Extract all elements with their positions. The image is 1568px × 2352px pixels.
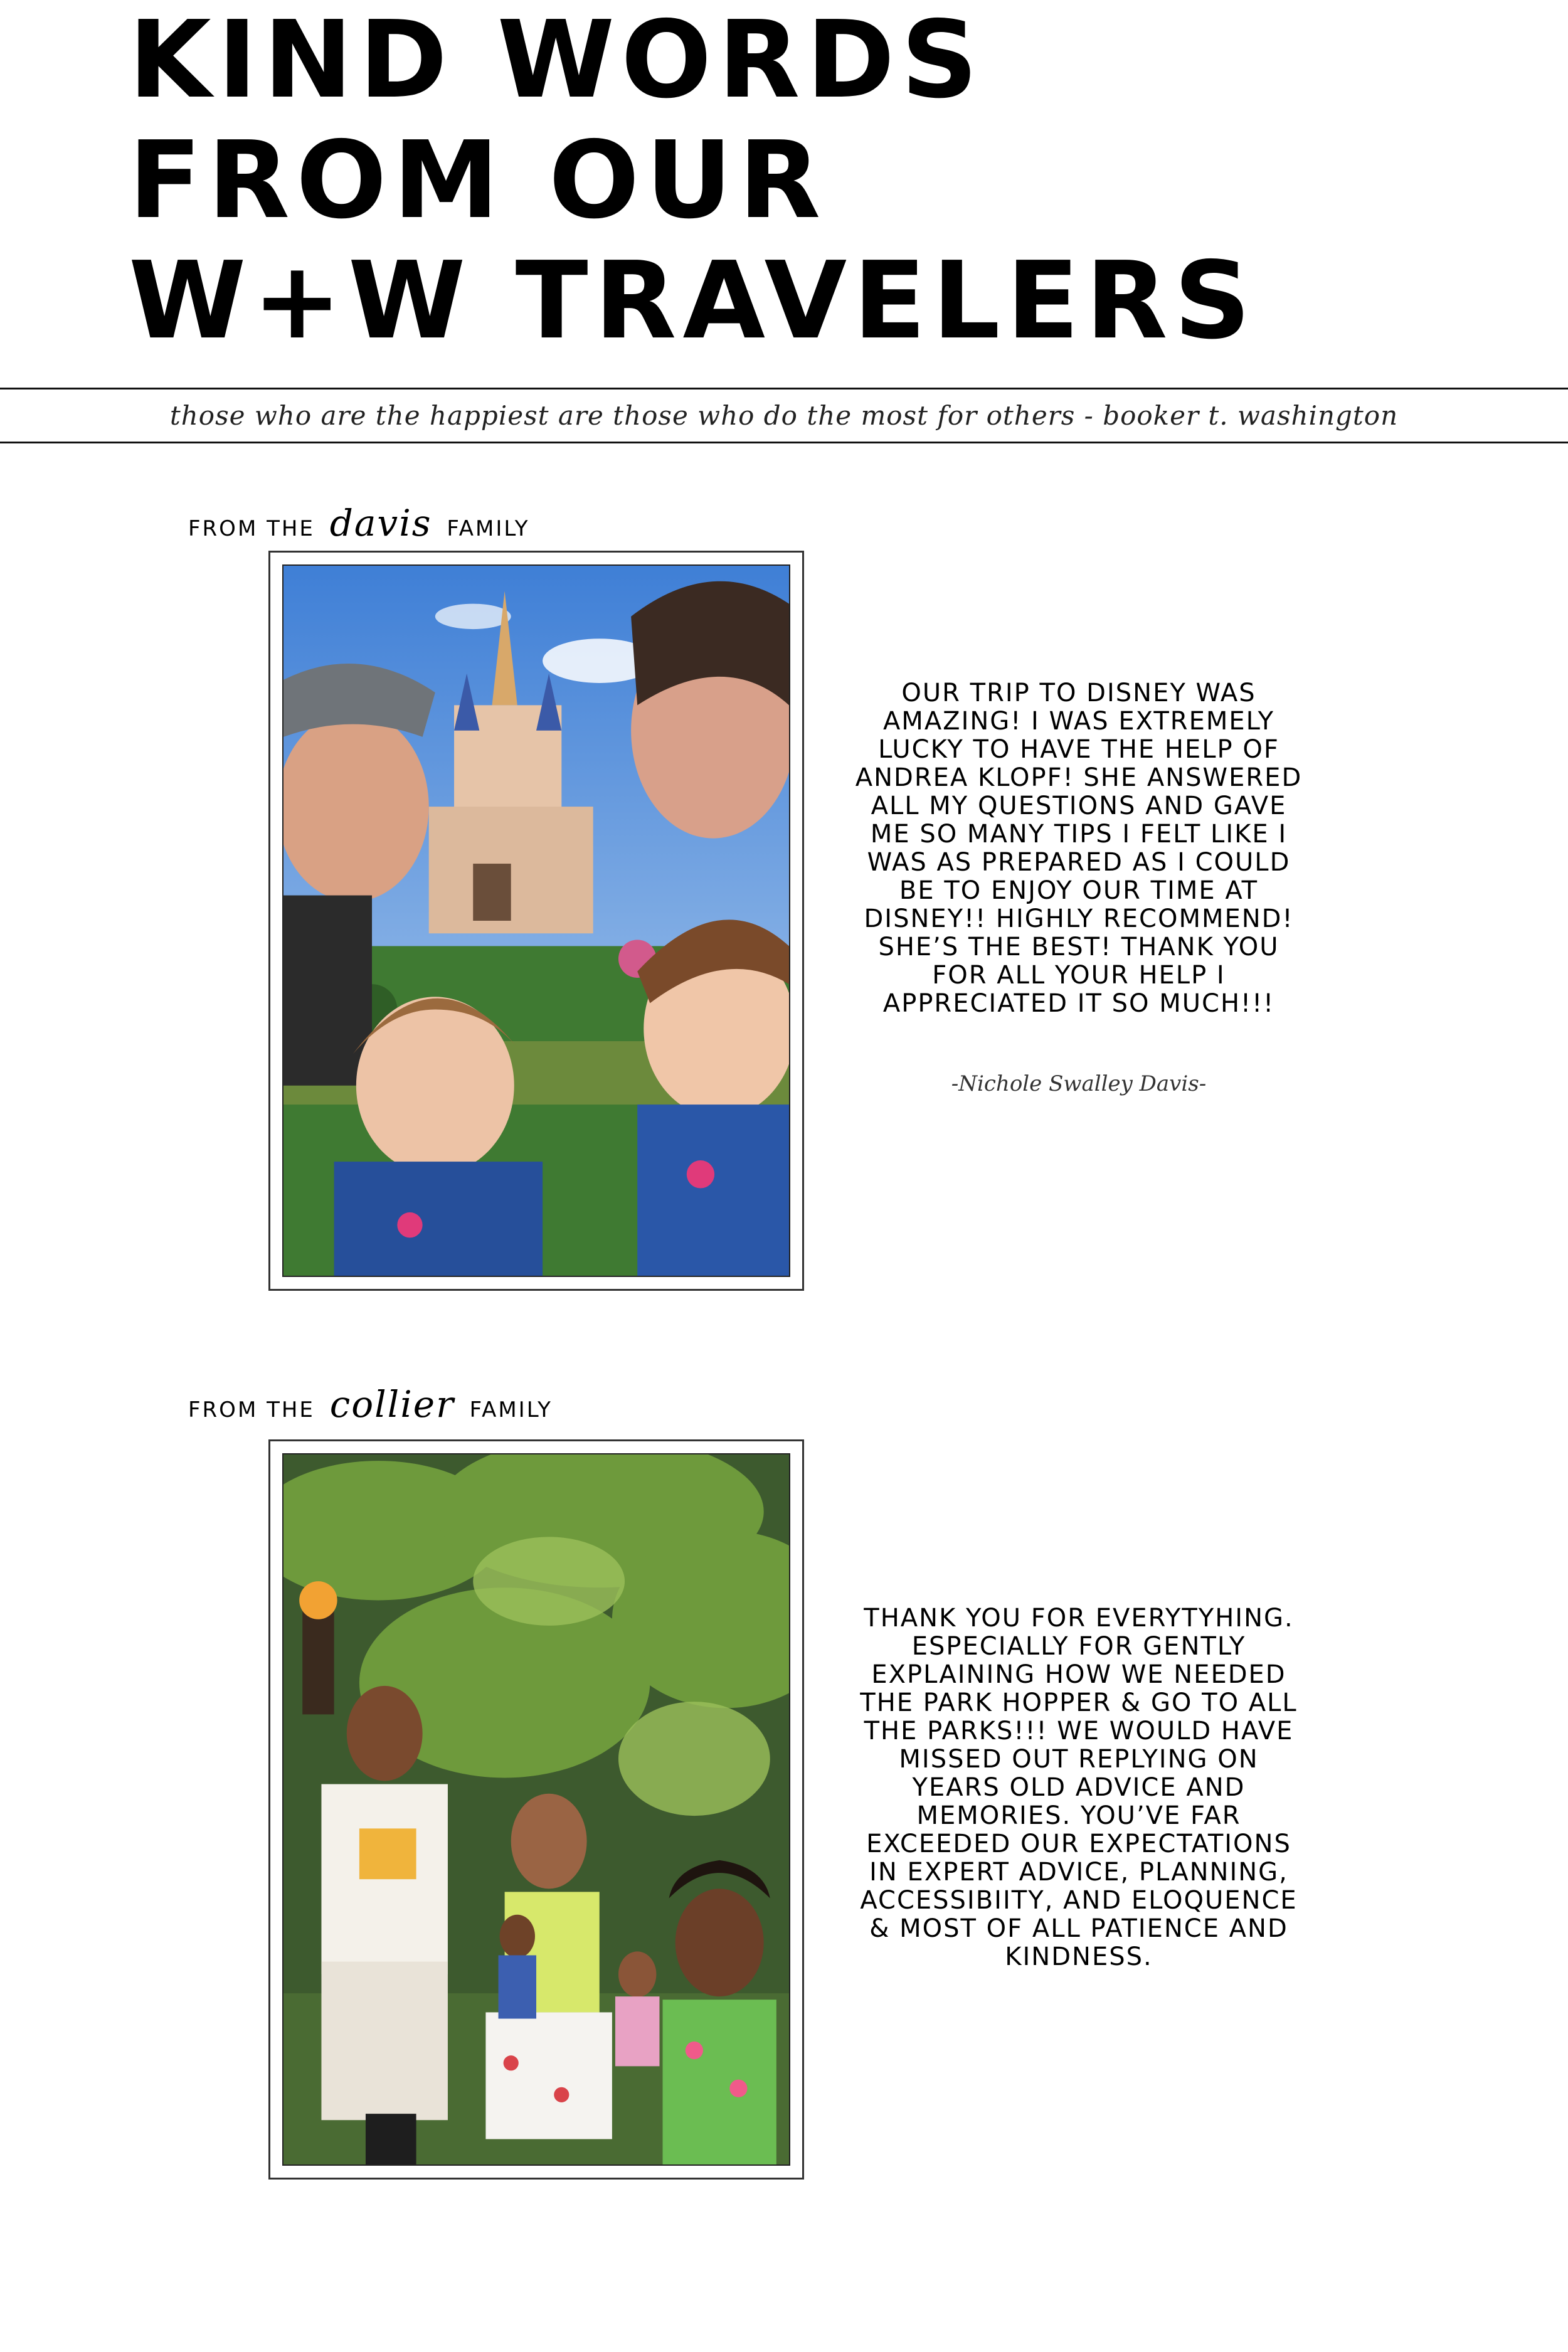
family-label-davis [188, 502, 530, 544]
label-prefix: FROM THE [188, 516, 315, 541]
label-suffix: FAMILY [447, 516, 530, 541]
title-line-3: W+W TRAVELERS [129, 239, 1258, 363]
bottom-divider [0, 442, 1568, 443]
castle-selfie-image [283, 566, 789, 1276]
family-name: collier [329, 1383, 455, 1426]
family-photo-collier [282, 1453, 790, 2166]
title-line-2: FROM OUR [129, 119, 827, 243]
label-suffix: FAMILY [469, 1397, 553, 1422]
testimonial-text-davis: OUR TRIP TO DISNEY WAS AMAZING! I WAS EXTREMELY LUCKY TO HAVE THE HELP OF ANDREA KLOPF! SHE ANSWERED ALL MY QUESTIONS AND GAVE ME SO MANY TIPS I FELT LIKE I WAS AS PREPARED AS I COULD BE TO ENJOY OUR TIME AT DISNEY!! HIGHLY RECOMMEND! SHE’S THE BEST! THANK YOU FOR ALL YOUR HELP I APPRECIATED IT SO MUCH!!! [855, 679, 1303, 1018]
tropical-family-image [283, 1454, 789, 2164]
family-name: davis [329, 502, 432, 544]
page-title [129, 0, 1257, 361]
photo-frame-davis [268, 551, 804, 1291]
testimonial-text-collier: THANK YOU FOR EVERYTYHING. ESPECIALLY FOR GENTLY EXPLAINING HOW WE NEEDED THE PARK HOPPER & GO TO ALL THE PARKS!!! WE WOULD HAVE MISSED OUT REPLYING ON YEARS OLD ADVICE AND MEMORIES. YOU’VE FAR EXCEEDED OUR EXPECTATIONS IN EXPERT ADVICE, PLANNING, ACCESSIBIITY, AND ELOQUENCE & MOST OF ALL PATIENCE AND KINDNESS. [860, 1604, 1298, 1971]
top-divider [0, 388, 1568, 389]
label-prefix: FROM THE [188, 1397, 315, 1422]
testimonial-signature-davis: -Nichole Swalley Davis- [951, 1071, 1207, 1096]
quote-banner: those who are the happiest are those who do the most for others - booker t. washington [169, 400, 1399, 431]
photo-frame-collier [268, 1439, 804, 2180]
family-label-collier [188, 1383, 553, 1426]
title-line-1: KIND WORDS [129, 0, 985, 122]
family-photo-davis [282, 564, 790, 1277]
